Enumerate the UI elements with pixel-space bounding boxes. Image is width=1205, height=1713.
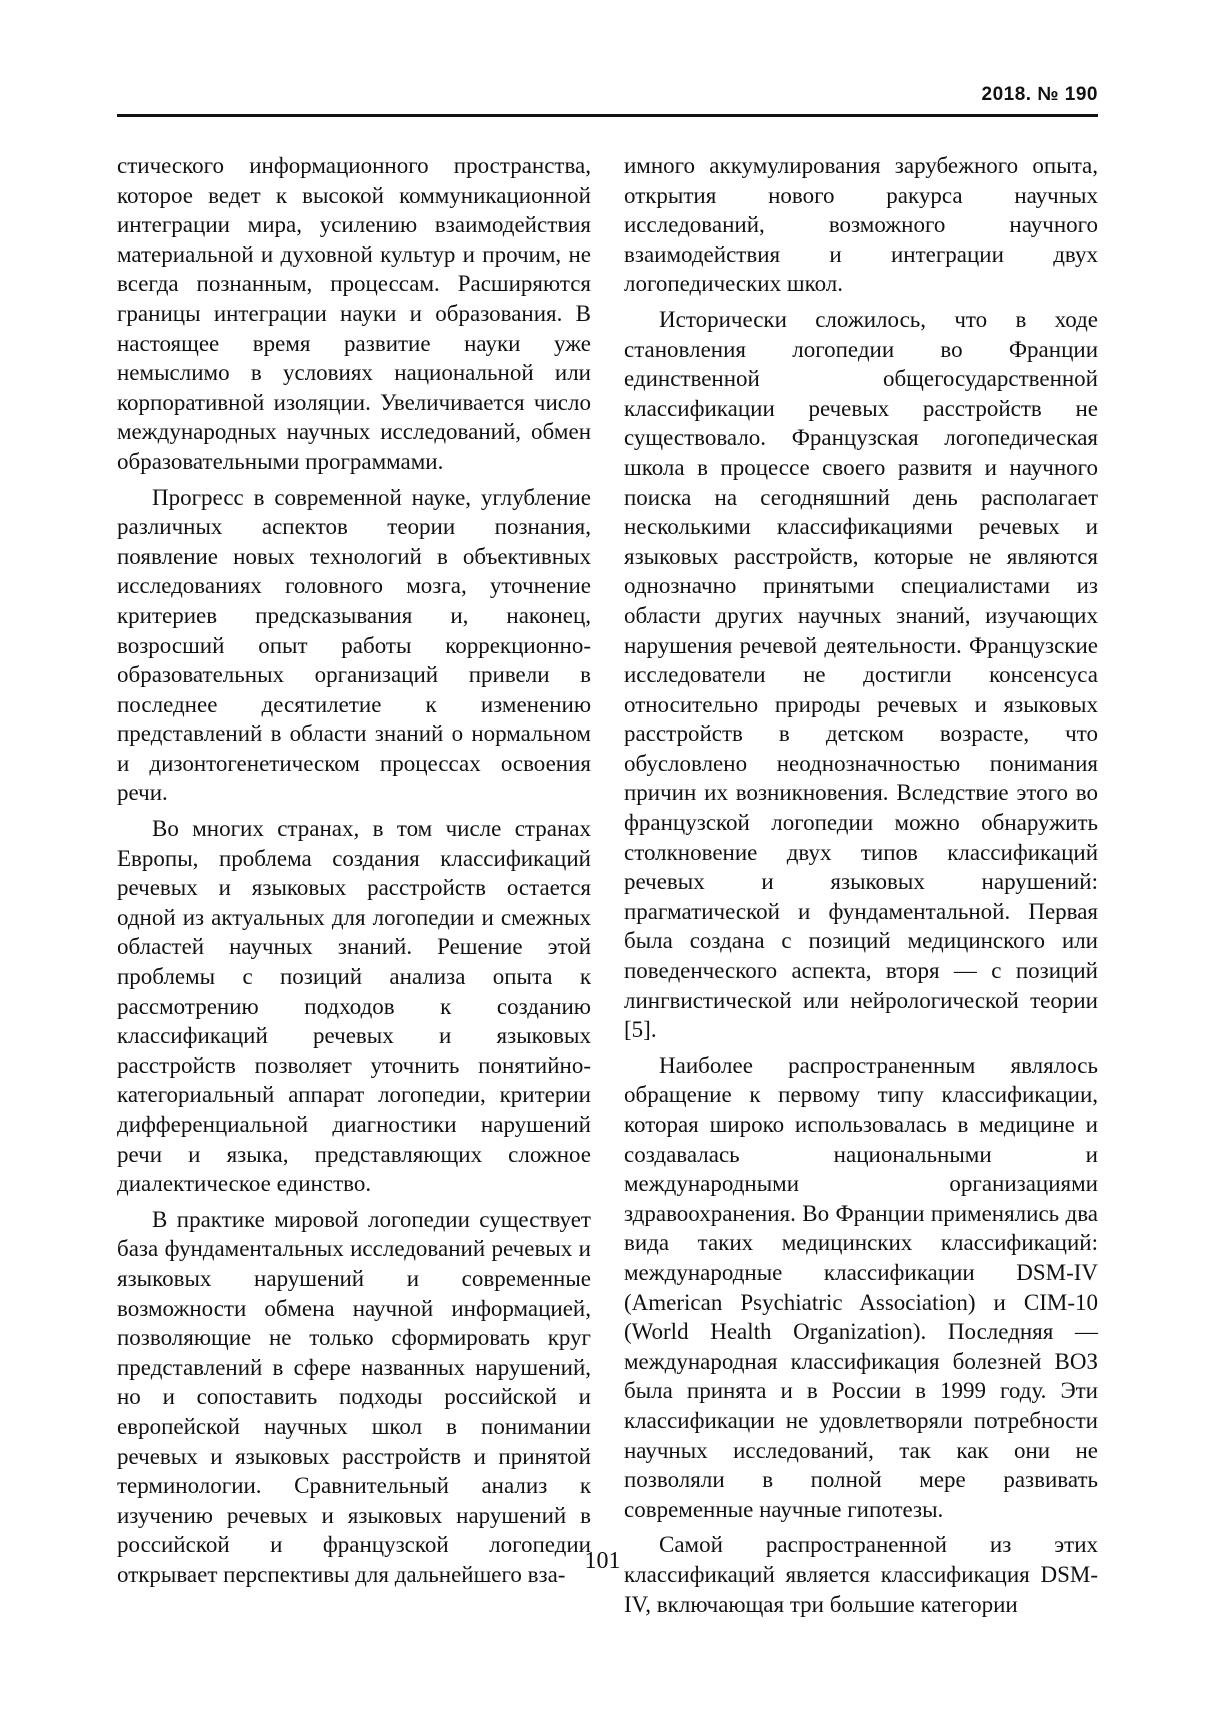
left-column [117, 151, 591, 1596]
paragraph: В практике мировой логопедии существует база фундаментальных исследований речевых и языковых нарушений и современные возможности обмена научной информацией, позволяющие не только сформировать круг представлений в сфере названных нарушений, но и сопоставить подходы российской и европейской научных школ в понимании речевых и языковых расстройств и принятой терминологии. Сравнительный анализ к изучению речевых и языковых нарушений в российской и французской логопедии открывает перспективы для дальнейшего вза- [117, 1206, 591, 1587]
paragraph: Прогресс в современной науке, углубление различных аспектов теории познания, появление новых технологий в объективных исследованиях головного мозга, уточнение критериев предсказывания и, наконец, возросший опыт работы коррекционно-образовательных организаций привели в последнее десятилетие к изменению представлений в области знаний о нормальном и дизонтогенетическом процессах освоения речи. [117, 484, 591, 806]
paragraph: имного аккумулирования зарубежного опыта, открытия нового ракурса научных исследований, возможного научного взаимодействия и интеграции двух логопедических школ. [624, 153, 1098, 297]
header-rule [117, 114, 1098, 117]
paragraph: Самой распространенной из этих классификаций является классификация DSM-IV, включающая три большие категории [624, 1532, 1098, 1617]
page-number: 101 [584, 1548, 621, 1574]
journal-issue-header: 2018. № 190 [981, 84, 1098, 105]
paragraph: Наиболее распространенным являлось обращение к первому типу классификации, которая широко использовалась в медицине и создавалась национальными и международными организациями здравоохранения. Во Франции применялись два вида таких медицинских классификаций: международные классификации DSM-IV (American Psychiatric Association) и CIM-10 (World Health Organization). Последняя — международная классификация болезней ВОЗ была принята и в России в 1999 году. Эти классификации не удовлетворяли потребности научных исследований, так как они не позволяли в полной мере развивать современные научные гипотезы. [624, 1052, 1098, 1522]
paragraph: Исторически сложилось, что в ходе становления логопедии во Франции единственной общегосударственной классификации речевых расстройств не существовало. Французская логопедическая школа в процессе своего развитя и научного поиска на сегодняшний день располагает несколькими классификациями речевых и языковых расстройств, которые не являются однозначно принятыми специалистами из области других научных знаний, изучающих нарушения речевой деятельности. Французские исследователи не достигли консенсуса относительно природы речевых и языковых расстройств в детском возрасте, что обусловлено неоднозначностью понимания причин их возникновения. Вследствие этого во французской логопедии можно обнаружить столкновение двух типов классификаций речевых и языковых нарушений: прагматической и фундаментальной. Первая была создана с позиций медицинского или поведенческого аспекта, вторя — с позиций лингвистической или нейрологической теории [5]. [624, 306, 1098, 1043]
paragraph: Во многих странах, в том числе странах Европы, проблема создания классификаций речевых и языковых расстройств остается одной из актуальных для логопедии и смежных областей научных знаний. Решение этой проблемы с позиций анализа опыта к рассмотрению подходов к созданию классификаций речевых и языковых расстройств позволяет уточнить понятийно-категориальный аппарат логопедии, критерии дифференциальной диагностики нарушений речи и языка, представляющих сложное диалектическое единство. [117, 816, 591, 1197]
right-column [624, 151, 1098, 1625]
paragraph: стического информационного пространства, которое ведет к высокой коммуникационной интеграции мира, усилению взаимодействия материальной и духовной культур и прочим, не всегда познанным, процессам. Расширяются границы интеграции науки и образования. В настоящее время развитие науки уже немыслимо в условиях национальной или корпоративной изоляции. Увеличивается число международных научных исследований, обмен образовательными программами. [117, 153, 591, 474]
